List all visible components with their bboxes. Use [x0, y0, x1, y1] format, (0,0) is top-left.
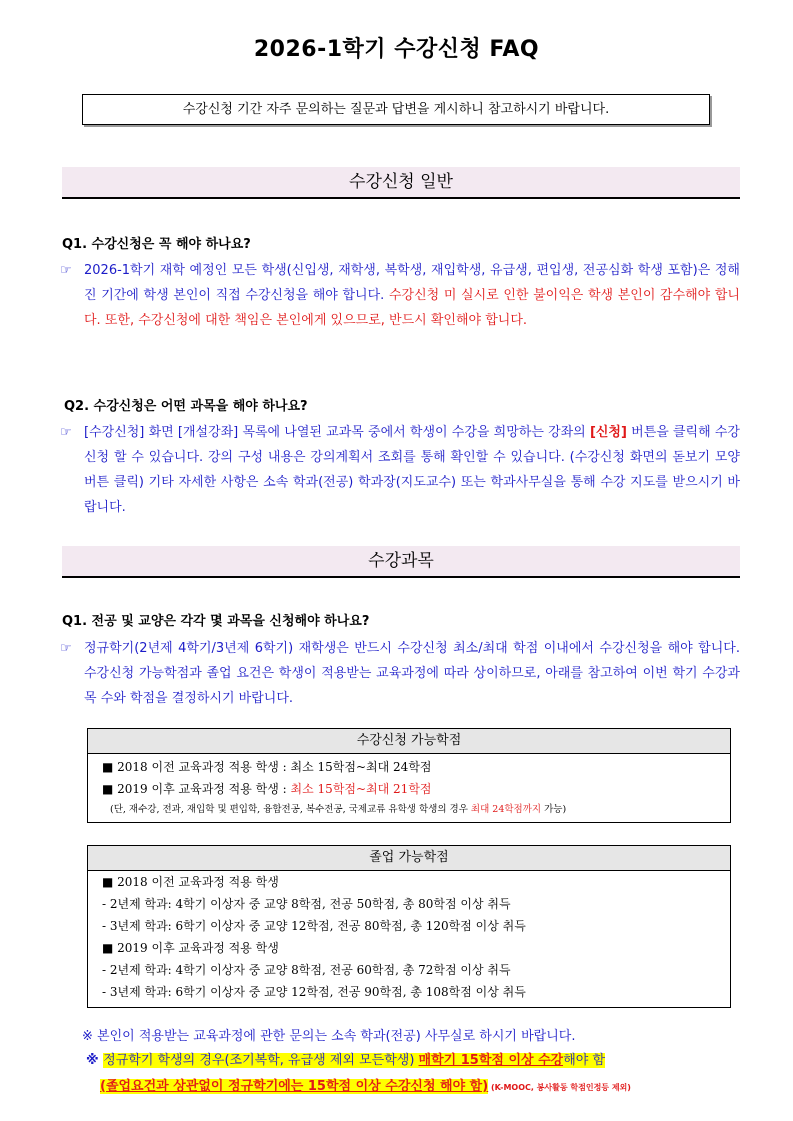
answer-general-1 [60, 258, 740, 333]
exception-note-end: 가능) [541, 804, 567, 815]
answer-general-2-text: [수강신청] 화면 [개설강좌] 목록에 나열된 교과목 중에서 학생이 수강을 희망하는 강좌의 [84, 425, 590, 440]
answer-courses-1-text: 정규학기(2년제 4학기/3년제 6학기) 재학생은 반드시 수강신청 최소/최대 학점 이내에서 수강신청을 해야 합니다. 수강신청 가능학점과 졸업 요건은 학생이 적용받는 교육과정에 따라 상이하므로, 아래를 참고하여 이번 학기 수강과목 수와 학점을 결정하시기 바랍니다. [84, 641, 740, 706]
note-mark: ※ [86, 1053, 104, 1068]
credit-limit-row-2018: ■ 2018 이전 교육과정 적용 학생 : 최소 15학점~최대 24학점 [102, 760, 432, 774]
graduation-row: ■ 2019 이후 교육과정 적용 학생 [102, 941, 279, 955]
graduation-credit-header: 졸업 가능학점 [88, 846, 730, 871]
apply-button-label: [신청] [589, 425, 627, 440]
regular-semester-note [86, 1049, 605, 1068]
answer-general-2-text-cont: 버튼을 클릭해 수강신청 할 수 있습니다. 강의 구성 내용은 강의계획서 조회를 통해 확인할 수 있습니다. (수강신청 화면의 돋보기 모양 버튼 클릭) 기타 자세한 사항은 소속 학과(전공) 학과장(지도교수) 또는 학과사무실을 통해 수강 지도를 받으시기 바랍니다. [84, 425, 740, 515]
credit-limit-header: 수강신청 가능학점 [88, 729, 730, 754]
exclusion-note: (K-MOOC, 봉사활동 학점인정등 제외) [488, 1083, 631, 1092]
question-general-2: Q2. 수강신청은 어떤 과목을 해야 하나요? [64, 399, 308, 414]
graduation-row: - 3년제 학과: 6학기 이상자 중 교양 12학점, 전공 80학점, 총 120학점 이상 취득 [102, 919, 526, 933]
regular-semester-note-text: 정규학기 학생의 경우(조기복학, 유급생 제외 모든학생) [103, 1053, 419, 1068]
pointing-hand-icon: ☞ [60, 425, 72, 440]
answer-courses-1 [60, 636, 740, 711]
answer-general-1-text: 2026-1학기 재학 예정인 모든 학생(신입생, 재학생, 복학생, 재입학생, 유급생, 편입생, 전공심화 학생 포함)은 정해진 기간에 학생 본인이 직접 수강신청을 해야 합니다. [84, 263, 740, 303]
graduation-row: - 2년제 학과: 4학기 이상자 중 교양 8학점, 전공 60학점, 총 72학점 이상 취득 [102, 963, 511, 977]
regular-semester-requirement: 매학기 15학점 이상 수강 [418, 1053, 564, 1068]
credit-limit-row-2019-value: 최소 15학점~최대 21학점 [290, 782, 432, 796]
graduation-credit-box [87, 845, 731, 1008]
graduation-row: - 2년제 학과: 4학기 이상자 중 교양 8학점, 전공 50학점, 총 80학점 이상 취득 [102, 897, 511, 911]
page-title: 2026-1학기 수강신청 FAQ [253, 37, 540, 62]
section-header-general: 수강신청 일반 [62, 167, 740, 199]
intro-box: 수강신청 기간 자주 문의하는 질문과 답변을 게시하니 참고하시기 바랍니다. [82, 94, 710, 125]
graduation-independent-note [100, 1075, 631, 1094]
regular-semester-note-end: 해야 함 [563, 1053, 606, 1068]
section-header-courses: 수강과목 [62, 546, 740, 578]
graduation-independent-text: (졸업요건과 상관없이 정규학기에는 15학점 이상 수강신청 해야 함) [100, 1079, 489, 1094]
credit-limit-row-2019-label: ■ 2019 이후 교육과정 적용 학생 : [102, 782, 291, 796]
pointing-hand-icon: ☞ [60, 641, 72, 656]
question-general-1: Q1. 수강신청은 꼭 해야 하나요? [62, 237, 251, 252]
answer-general-2 [60, 420, 740, 520]
credit-limit-box [87, 728, 731, 823]
inquiry-note: ※ 본인이 적용받는 교육과정에 관한 문의는 소속 학과(전공) 사무실로 하시기 바랍니다. [82, 1029, 576, 1044]
credit-limit-exception-note [88, 800, 730, 820]
answer-general-1-warning: 수강신청 미 실시로 인한 불이익은 학생 본인이 감수해야 합니다. 또한, 수강신청에 대한 책임은 본인에게 있으므로, 반드시 확인해야 합니다. [84, 288, 740, 328]
credit-limit-row-2019 [88, 778, 730, 800]
question-courses-1: Q1. 전공 및 교양은 각각 몇 과목을 신청해야 하나요? [62, 614, 370, 629]
pointing-hand-icon: ☞ [60, 263, 72, 278]
graduation-row: ■ 2018 이전 교육과정 적용 학생 [102, 875, 279, 889]
exception-note-text: (단, 재수강, 전과, 재입학 및 편입학, 융합전공, 복수전공, 국제교류 유학생 학생의 경우 [110, 804, 471, 815]
exception-note-max: 최대 24학점까지 [470, 804, 542, 815]
graduation-row: - 3년제 학과: 6학기 이상자 중 교양 12학점, 전공 90학점, 총 108학점 이상 취득 [102, 985, 526, 999]
